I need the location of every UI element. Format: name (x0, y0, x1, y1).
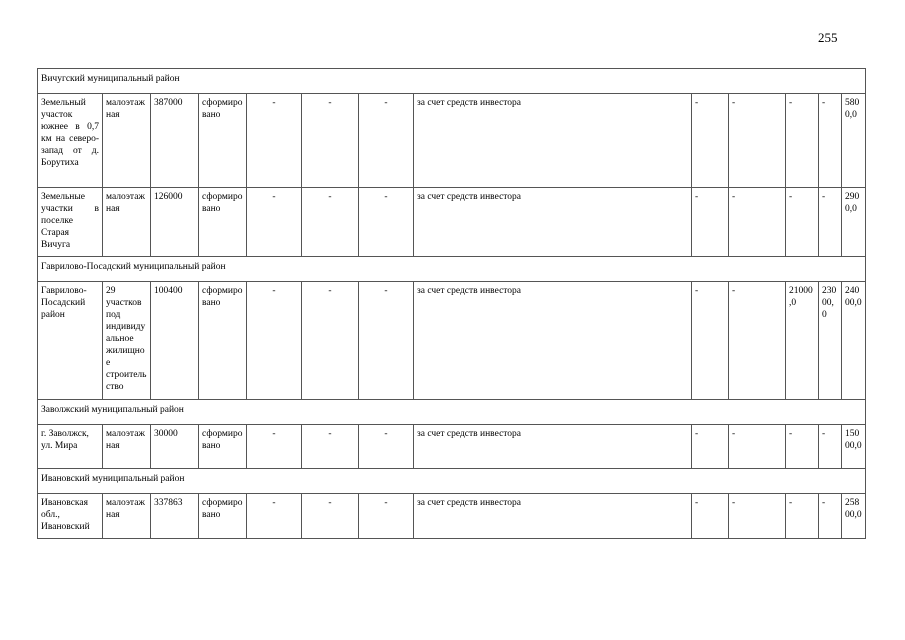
value-cell: - (359, 94, 414, 188)
value-cell: - (819, 425, 842, 469)
value-cell: 2900,0 (842, 188, 866, 257)
value-cell: 24000,0 (842, 282, 866, 400)
value-cell: - (692, 282, 729, 400)
value-cell: - (302, 188, 359, 257)
area-cell: 126000 (151, 188, 199, 257)
funding-source-cell: за счет средств инвестора (414, 425, 692, 469)
value-cell: 21000,0 (786, 282, 819, 400)
section-title: Заволжский муниципальный район (38, 400, 866, 425)
status-cell: сформировано (199, 94, 247, 188)
value-cell: - (786, 188, 819, 257)
value-cell: - (302, 494, 359, 539)
section-header-row (38, 400, 866, 425)
housing-type-cell: малоэтажная (103, 425, 151, 469)
table-row (38, 425, 866, 469)
value-cell: - (302, 94, 359, 188)
section-title: Ивановский муниципальный район (38, 469, 866, 494)
value-cell: - (247, 188, 302, 257)
value-cell: 23000,0 (819, 282, 842, 400)
value-cell: - (692, 94, 729, 188)
value-cell: - (302, 425, 359, 469)
value-cell: - (692, 188, 729, 257)
plot-name-cell: Ивановская обл., Ивановский (38, 494, 103, 539)
value-cell: - (359, 425, 414, 469)
table-row (38, 188, 866, 257)
housing-type-cell: малоэтажная (103, 494, 151, 539)
value-cell: - (692, 494, 729, 539)
value-cell: - (786, 494, 819, 539)
area-cell: 337863 (151, 494, 199, 539)
value-cell: - (729, 188, 786, 257)
table-row (38, 494, 866, 539)
value-cell: - (359, 282, 414, 400)
value-cell: - (359, 188, 414, 257)
plot-name-cell: Гаврилово-Посадский район (38, 282, 103, 400)
land-plots-table (37, 68, 866, 539)
table-row (38, 94, 866, 188)
value-cell: - (786, 94, 819, 188)
area-cell: 100400 (151, 282, 199, 400)
section-title: Вичугский муниципальный район (38, 69, 866, 94)
plot-name-cell: Земельные участки в поселке Старая Вичуга (38, 188, 103, 257)
funding-source-cell: за счет средств инвестора (414, 188, 692, 257)
value-cell: - (247, 425, 302, 469)
value-cell: - (729, 282, 786, 400)
value-cell: - (247, 494, 302, 539)
funding-source-cell: за счет средств инвестора (414, 94, 692, 188)
value-cell: - (819, 494, 842, 539)
section-header-row (38, 69, 866, 94)
section-header-row (38, 257, 866, 282)
value-cell: - (819, 188, 842, 257)
value-cell: - (247, 282, 302, 400)
housing-type-cell: малоэтажная (103, 188, 151, 257)
housing-type-cell: малоэтажная (103, 94, 151, 188)
value-cell: - (247, 94, 302, 188)
plot-name-cell: Земельный участок южнее в 0,7 км на северо-запад от д. Борутиха (38, 94, 103, 188)
value-cell: - (819, 94, 842, 188)
value-cell: 15000,0 (842, 425, 866, 469)
status-cell: сформировано (199, 282, 247, 400)
value-cell: 5800,0 (842, 94, 866, 188)
housing-type-cell: 29 участков под индивидуальное жилищное строительство (103, 282, 151, 400)
funding-source-cell: за счет средств инвестора (414, 494, 692, 539)
value-cell: - (729, 494, 786, 539)
area-cell: 30000 (151, 425, 199, 469)
value-cell: - (692, 425, 729, 469)
area-cell: 387000 (151, 94, 199, 188)
status-cell: сформировано (199, 188, 247, 257)
table-row (38, 282, 866, 400)
value-cell: - (729, 94, 786, 188)
plot-name-cell: г. Заволжск, ул. Мира (38, 425, 103, 469)
value-cell: - (729, 425, 786, 469)
status-cell: сформировано (199, 425, 247, 469)
funding-source-cell: за счет средств инвестора (414, 282, 692, 400)
value-cell: - (302, 282, 359, 400)
section-title: Гаврилово-Посадский муниципальный район (38, 257, 866, 282)
value-cell: - (786, 425, 819, 469)
page-number: 255 (818, 30, 838, 45)
status-cell: сформировано (199, 494, 247, 539)
value-cell: - (359, 494, 414, 539)
value-cell: 25800,0 (842, 494, 866, 539)
section-header-row (38, 469, 866, 494)
